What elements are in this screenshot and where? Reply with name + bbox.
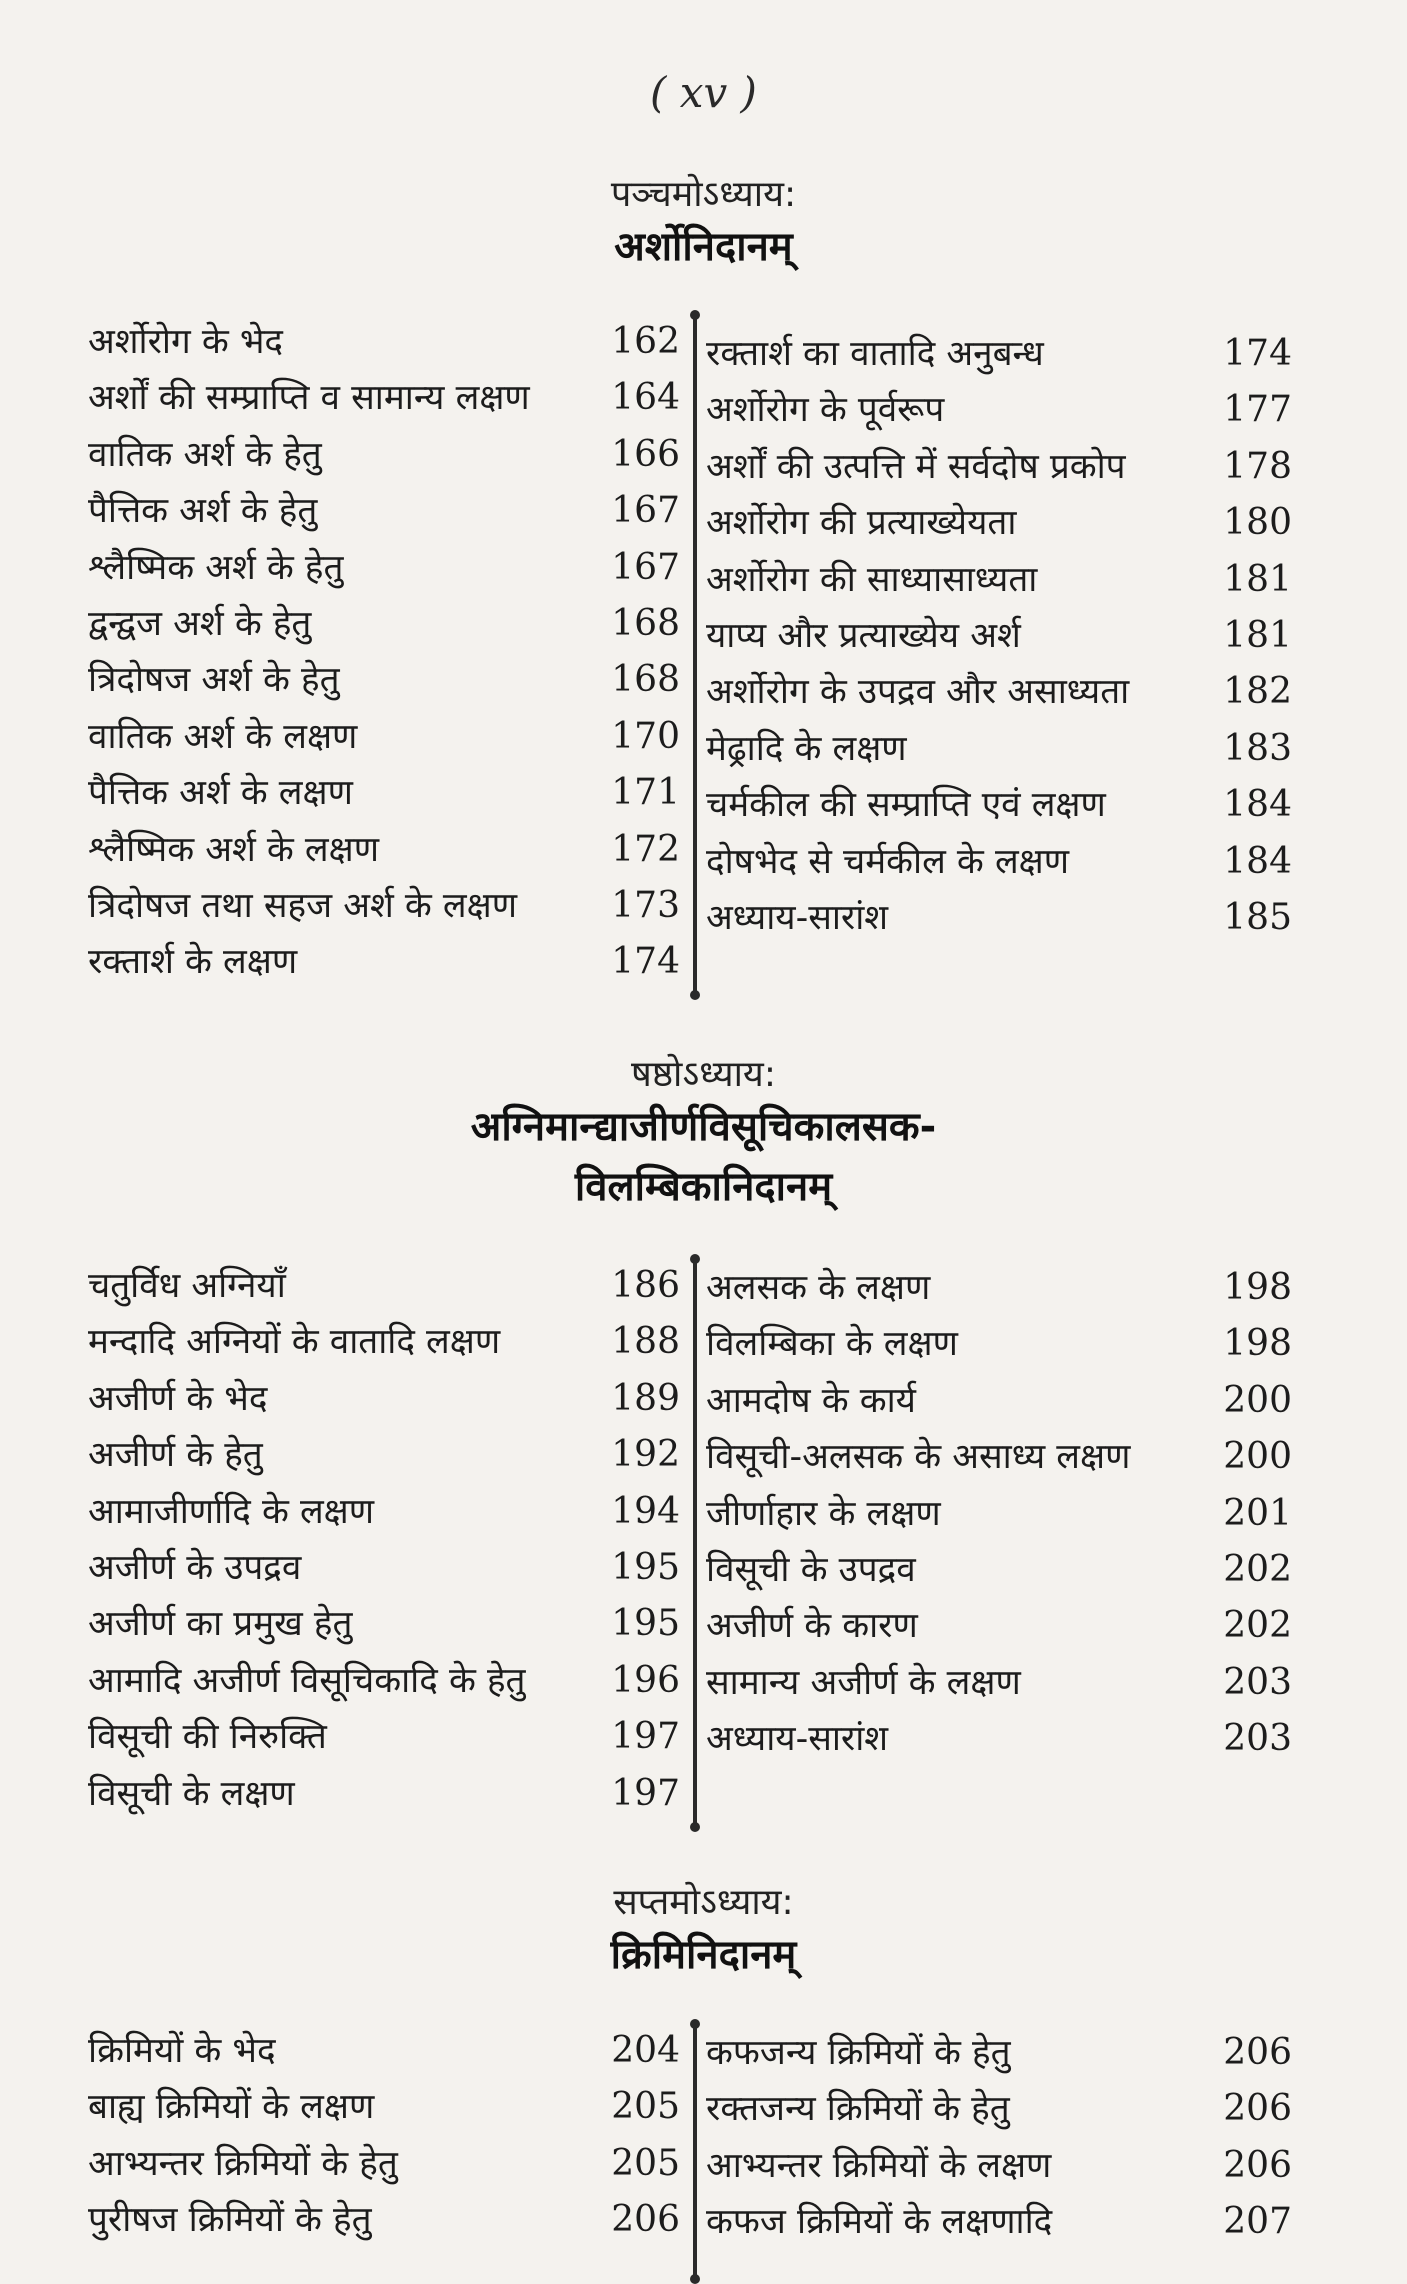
chapter-label: षष्ठोऽध्याय:: [631, 1054, 776, 1095]
toc-entry-page: 181: [1223, 614, 1292, 656]
toc-entry-title: श्लैष्मिक अर्श के लक्षण: [88, 829, 380, 870]
toc-entry-page: 167: [611, 490, 680, 532]
toc-entry-title: आमादि अजीर्ण विसूचिकादि के हेतु: [88, 1660, 526, 1701]
toc-entry-page: 206: [1223, 2088, 1292, 2130]
toc-entry: [706, 1542, 1292, 1598]
toc-entry-page: 206: [1223, 2032, 1292, 2073]
toc-entry-title: विलम्बिका के लक्षण: [706, 1324, 958, 1365]
toc-entry-page: 195: [611, 1603, 680, 1645]
toc-entry-title: जीर्णाहार के लक्षण: [706, 1493, 941, 1534]
toc-entry-page: 196: [611, 1659, 680, 1701]
toc-entry: [88, 878, 680, 934]
toc-entry-title: क्रिमियों के भेद: [88, 2031, 276, 2071]
toc-entry-title: आभ्यन्तर क्रिमियों के लक्षण: [706, 2145, 1052, 2186]
toc-entry-title: अर्शोरोग के उपद्रव और असाध्यता: [706, 672, 1130, 713]
toc-entry-title: आभ्यन्तर क्रिमियों के हेतु: [88, 2143, 398, 2184]
toc-entry-title: पुरीषज क्रिमियों के हेतु: [88, 2200, 372, 2241]
toc-entry-page: 183: [1223, 727, 1292, 769]
toc-entry-title: कफजन्य क्रिमियों के हेतु: [706, 2033, 1011, 2073]
toc-entry: [88, 1653, 680, 1709]
toc-entry-title: त्रिदोषज अर्श के हेतु: [88, 660, 340, 701]
toc-entry: [706, 2025, 1292, 2081]
toc-entry-page: 189: [611, 1377, 680, 1419]
toc-entry-page: 181: [1223, 558, 1292, 600]
toc-entry-page: 205: [611, 2086, 680, 2128]
toc-entry-title: चतुर्विध अग्नियाँ: [88, 1266, 286, 1306]
toc-entry-title: पैत्तिक अर्श के हेतु: [88, 491, 318, 532]
toc-entry-title: विसूची के लक्षण: [88, 1773, 295, 1814]
toc-entry-title: अध्याय-सारांश: [706, 897, 889, 938]
toc-entry: [88, 1766, 680, 1822]
toc-entry-page: 178: [1223, 445, 1292, 487]
toc-entry-title: रक्तजन्य क्रिमियों के हेतु: [706, 2089, 1010, 2130]
toc-entry-title: रक्तार्श का वातादि अनुबन्ध: [706, 334, 1044, 374]
toc-entry-title: अजीर्ण के हेतु: [88, 1435, 263, 1476]
toc-entry-title: याप्य और प्रत्याख्येय अर्श: [706, 615, 1021, 656]
toc-entry: [88, 1596, 680, 1652]
toc-entry: [88, 765, 680, 821]
toc-entry: [706, 721, 1292, 777]
toc-entry-page: 200: [1223, 1379, 1292, 1421]
contents-left-column: [88, 2023, 680, 2249]
column-divider: [693, 2023, 697, 2280]
toc-entry: [706, 495, 1292, 551]
toc-entry-page: 197: [611, 1716, 680, 1758]
toc-entry: [706, 777, 1292, 833]
toc-entry: [706, 1373, 1292, 1429]
toc-entry-title: अजीर्ण के कारण: [706, 1606, 918, 1647]
toc-entry: [88, 1540, 680, 1596]
toc-entry-title: अर्शोरोग के पूर्वरूप: [706, 390, 945, 431]
toc-entry-title: विसूची के उपद्रव: [706, 1549, 916, 1590]
toc-entry: [88, 540, 680, 596]
toc-entry: [706, 326, 1292, 382]
toc-entry: [88, 2023, 680, 2079]
toc-entry: [706, 1316, 1292, 1372]
toc-entry-page: 188: [611, 1321, 680, 1363]
column-divider: [693, 1258, 697, 1828]
toc-entry-page: 162: [611, 321, 680, 362]
toc-entry: [706, 1429, 1292, 1485]
toc-entry: [706, 382, 1292, 438]
toc-entry-page: 166: [611, 433, 680, 475]
toc-entry-title: आमाजीर्णादि के लक्षण: [88, 1491, 375, 1532]
contents-right-column: [706, 326, 1292, 946]
toc-entry-title: अजीर्ण के उपद्रव: [88, 1547, 302, 1588]
toc-entry-page: 168: [611, 602, 680, 644]
toc-entry-title: अर्शोरोग की प्रत्याख्येयता: [706, 503, 1017, 544]
toc-entry-title: अर्शोरोग की साध्यासाध्यता: [706, 559, 1038, 600]
chapter-title: अर्शोनिदानम्: [614, 224, 793, 270]
toc-entry: [88, 822, 680, 878]
toc-entry-page: 185: [1223, 896, 1292, 938]
chapter-label: पञ्चमोऽध्याय:: [610, 174, 797, 215]
toc-entry-page: 186: [611, 1265, 680, 1306]
contents-right-column: [706, 2025, 1292, 2251]
chapter-6-header: [0, 1048, 1407, 1217]
toc-entry: [706, 1711, 1292, 1767]
toc-entry: [88, 652, 680, 708]
toc-entry-page: 204: [611, 2030, 680, 2071]
toc-entry-title: चर्मकील की सम्प्राप्ति एवं लक्षण: [706, 785, 1106, 826]
toc-entry: [88, 483, 680, 539]
toc-entry: [706, 1260, 1292, 1316]
toc-entry-page: 207: [1223, 2201, 1292, 2243]
toc-entry-page: 177: [1223, 389, 1292, 431]
toc-entry-title: अर्शों की उत्पत्ति में सर्वदोष प्रकोप: [706, 446, 1126, 487]
chapter-title-line-1: अग्निमान्द्याजीर्णविसूचिकालसक-: [470, 1104, 937, 1150]
toc-entry: [88, 1427, 680, 1483]
chapter-7-header: [0, 1876, 1407, 1985]
toc-entry-page: 200: [1223, 1436, 1292, 1478]
toc-entry: [706, 834, 1292, 890]
toc-entry-page: 171: [611, 772, 680, 814]
toc-entry-title: मेढ्रादि के लक्षण: [706, 728, 907, 769]
toc-entry-title: कफज क्रिमियों के लक्षणादि: [706, 2202, 1053, 2243]
toc-entry-page: 203: [1223, 1718, 1292, 1760]
toc-entry: [88, 1484, 680, 1540]
toc-entry: [706, 552, 1292, 608]
toc-entry-title: अजीर्ण का प्रमुख हेतु: [88, 1604, 353, 1645]
toc-entry: [88, 314, 680, 370]
toc-entry-page: 206: [1223, 2144, 1292, 2186]
toc-entry-title: दोषभेद से चर्मकील के लक्षण: [706, 841, 1070, 882]
contents-right-column: [706, 1260, 1292, 1768]
toc-entry-page: 197: [611, 1772, 680, 1814]
toc-entry: [706, 2081, 1292, 2137]
toc-entry-page: 194: [611, 1490, 680, 1532]
toc-entry-page: 164: [611, 377, 680, 419]
toc-entry-title: बाह्य क्रिमियों के लक्षण: [88, 2087, 375, 2128]
toc-entry-page: 192: [611, 1434, 680, 1476]
toc-entry: [88, 1709, 680, 1765]
page-number: ( xv ): [650, 68, 757, 117]
toc-entry: [706, 1486, 1292, 1542]
toc-entry-title: अर्शोरोग के भेद: [88, 322, 284, 362]
toc-entry-title: रक्तार्श के लक्षण: [88, 942, 298, 983]
toc-entry: [88, 1314, 680, 1370]
toc-entry-title: वातिक अर्श के लक्षण: [88, 716, 358, 757]
toc-entry-title: विसूची की निरुक्ति: [88, 1717, 327, 1758]
toc-entry-title: आमदोष के कार्य: [706, 1380, 916, 1421]
toc-entry-title: अध्याय-सारांश: [706, 1719, 889, 1760]
toc-entry: [706, 439, 1292, 495]
toc-entry-page: 182: [1223, 671, 1292, 713]
chapter-title-line-2: विलम्बिकानिदानम्: [574, 1164, 833, 1210]
toc-entry-page: 203: [1223, 1661, 1292, 1703]
toc-entry-title: विसूची-अलसक के असाध्य लक्षण: [706, 1437, 1131, 1478]
toc-entry-page: 202: [1223, 1548, 1292, 1590]
toc-entry: [88, 2192, 680, 2248]
toc-entry-page: 180: [1223, 502, 1292, 544]
toc-entry-page: 184: [1223, 840, 1292, 882]
toc-entry: [88, 596, 680, 652]
toc-entry-title: अर्शों की सम्प्राप्ति व सामान्य लक्षण: [88, 378, 530, 419]
contents-left-column: [88, 1258, 680, 1822]
chapter-label: सप्तमोऽध्याय:: [613, 1882, 794, 1923]
toc-entry-page: 174: [611, 941, 680, 983]
toc-entry-page: 198: [1223, 1323, 1292, 1365]
toc-entry-page: 198: [1223, 1267, 1292, 1308]
toc-entry-page: 170: [611, 715, 680, 757]
toc-entry: [88, 1371, 680, 1427]
toc-entry: [706, 1655, 1292, 1711]
toc-entry-page: 202: [1223, 1605, 1292, 1647]
toc-entry-page: 174: [1223, 333, 1292, 374]
toc-entry: [706, 890, 1292, 946]
toc-entry-page: 168: [611, 659, 680, 701]
toc-entry: [88, 2136, 680, 2192]
toc-entry-page: 205: [611, 2142, 680, 2184]
toc-entry-page: 172: [611, 828, 680, 870]
toc-entry: [88, 1258, 680, 1314]
toc-entry-page: 173: [611, 884, 680, 926]
toc-entry-title: पैत्तिक अर्श के लक्षण: [88, 773, 353, 814]
toc-entry: [88, 709, 680, 765]
toc-entry-title: अजीर्ण के भेद: [88, 1378, 268, 1419]
toc-entry-page: 201: [1223, 1492, 1292, 1534]
toc-entry: [706, 2138, 1292, 2194]
toc-entry: [88, 934, 680, 990]
toc-entry: [706, 664, 1292, 720]
toc-entry-title: मन्दादि अग्नियों के वातादि लक्षण: [88, 1322, 501, 1363]
contents-left-column: [88, 314, 680, 991]
toc-entry-title: वातिक अर्श के हेतु: [88, 434, 322, 475]
toc-entry-page: 206: [611, 2199, 680, 2241]
toc-entry-page: 195: [611, 1546, 680, 1588]
toc-entry-title: अलसक के लक्षण: [706, 1268, 931, 1308]
toc-entry: [706, 1598, 1292, 1654]
toc-entry: [706, 608, 1292, 664]
toc-entry: [706, 2194, 1292, 2250]
toc-entry-page: 167: [611, 546, 680, 588]
chapter-5-header: [0, 168, 1407, 277]
toc-entry-title: श्लैष्मिक अर्श के हेतु: [88, 547, 344, 588]
chapter-title: क्रिमिनिदानम्: [610, 1932, 797, 1978]
toc-entry-title: सामान्य अजीर्ण के लक्षण: [706, 1662, 1021, 1703]
toc-entry-title: द्वन्द्वज अर्श के हेतु: [88, 603, 312, 644]
toc-entry: [88, 2079, 680, 2135]
toc-entry-title: त्रिदोषज तथा सहज अर्श के लक्षण: [88, 885, 518, 926]
toc-entry: [88, 370, 680, 426]
toc-entry-page: 184: [1223, 784, 1292, 826]
toc-entry: [88, 427, 680, 483]
column-divider: [693, 314, 697, 996]
